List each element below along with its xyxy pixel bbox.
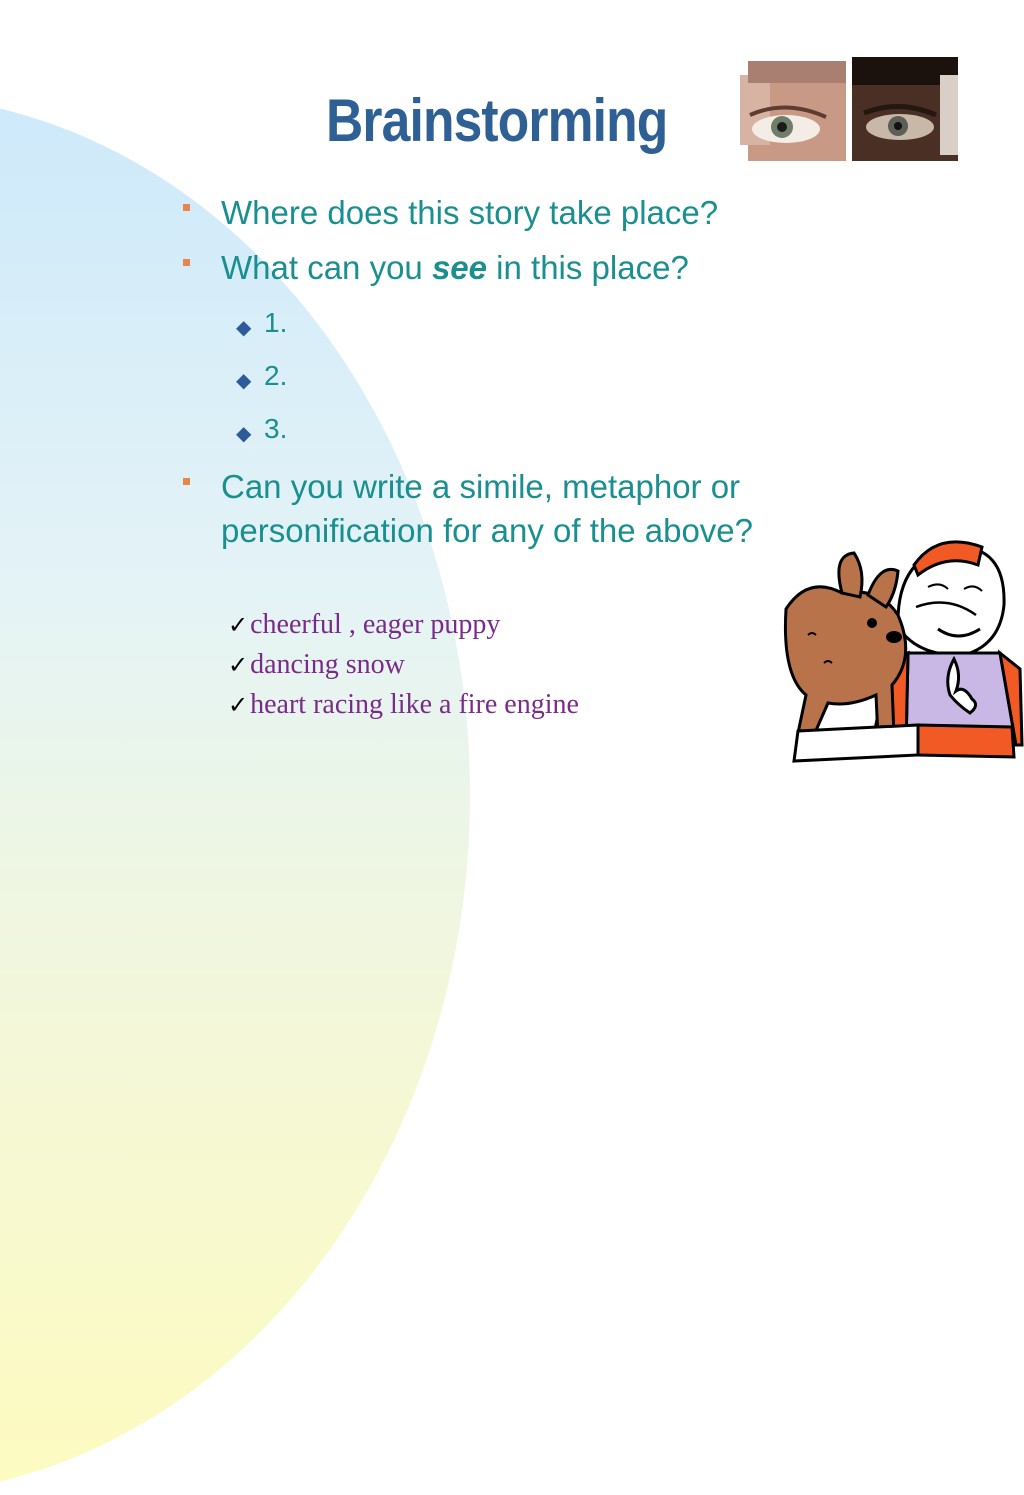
bullet-text-line2: personification for any of the above? bbox=[221, 512, 754, 549]
square-bullet-icon bbox=[183, 478, 190, 485]
bullet-emphasis: see bbox=[431, 249, 488, 286]
diamond-bullet-icon: ◆ bbox=[236, 315, 252, 339]
checkmark-icon: ✓ bbox=[228, 611, 249, 639]
bullet-text bbox=[221, 465, 753, 553]
sub-item-text: 2. bbox=[264, 360, 288, 391]
bullet-text bbox=[221, 246, 689, 290]
checkmark-icon: ✓ bbox=[228, 651, 249, 679]
slide-title: Brainstorming bbox=[326, 87, 668, 154]
example-text: heart racing like a fire engine bbox=[250, 689, 579, 720]
example-item bbox=[228, 609, 500, 641]
example-item bbox=[228, 689, 579, 721]
eyes-image bbox=[740, 55, 958, 163]
example-item bbox=[228, 649, 405, 681]
boy-with-dog-clipart bbox=[768, 535, 1024, 765]
bullet-text-pre: What can you bbox=[221, 249, 432, 286]
sub-item-text: 3. bbox=[264, 413, 288, 444]
bullet-text-line1: Can you write a simile, metaphor or bbox=[221, 468, 741, 505]
checkmark-icon: ✓ bbox=[228, 691, 249, 719]
example-text: cheerful , eager puppy bbox=[250, 609, 501, 640]
square-bullet-icon bbox=[183, 204, 190, 211]
diamond-bullet-icon: ◆ bbox=[236, 368, 252, 392]
diamond-bullet-icon: ◆ bbox=[236, 421, 252, 445]
square-bullet-icon bbox=[183, 259, 190, 266]
example-text: dancing snow bbox=[250, 649, 405, 680]
bullet-text: Where does this story take place? bbox=[221, 194, 719, 231]
bullet-text-post: in this place? bbox=[487, 249, 689, 286]
sub-item-text: 1. bbox=[264, 307, 288, 338]
